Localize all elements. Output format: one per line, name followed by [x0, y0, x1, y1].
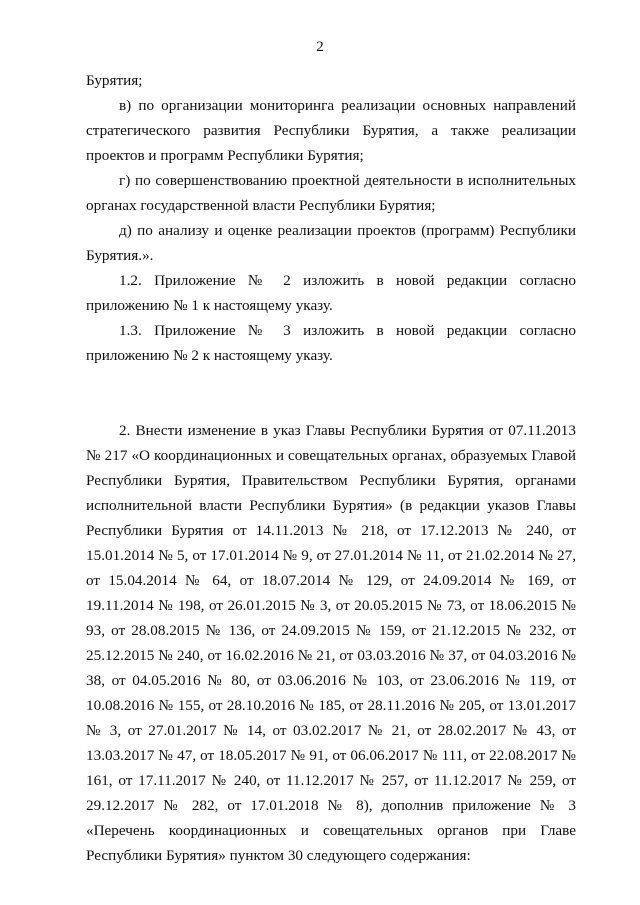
page-number: 2 — [316, 39, 324, 55]
paragraph-clause-1-2: 1.2. Приложение № 2 изложить в новой редакции согласно приложению № 1 к настоящему указу. — [86, 272, 576, 314]
paragraph-item-g: г) по совершенствованию проектной деятельности в исполнительных органах государственной власти Республики Бурятия; — [86, 172, 576, 214]
paragraph-item-d: д) по анализу и оценке реализации проектов (программ) Республики Бурятия.». — [86, 222, 576, 264]
paragraph-item-v: в) по организации мониторинга реализации основных направлений стратегического развития Республики Бурятия, а также реализации проектов и программ Республики Бурятия; — [86, 97, 576, 164]
document-body — [86, 68, 576, 868]
paragraph-clause-2: 2. Внести изменение в указ Главы Республики Бурятия от 07.11.2013 № 217 «О координационных и совещательных органах, образуемых Главой Республики Бурятия, Правительством Республики Бурятия, органами исполнительной власти Республики Бурятия» (в редакции указов Главы Республики Бурятия от 14.11.2013 № 218, от 17.12.2013 № 240, от 15.01.2014 № 5, от 17.01.2014 № 9, от 27.01.2014 № 11, от 21.02.2014 № 27, от 15.04.2014 № 64, от 18.07.2014 № 129, от 24.09.2014 № 169, от 19.11.2014 № 198, от 26.01.2015 № 3, от 20.05.2015 № 73, от 18.06.2015 № 93, от 28.08.2015 № 136, от 24.09.2015 № 159, от 21.12.2015 № 232, от 25.12.2015 № 240, от 16.02.2016 № 21, от 03.03.2016 № 37, от 04.03.2016 № 38, от 04.05.2016 № 80, от 03.06.2016 № 103, от 23.06.2016 № 119, от 10.08.2016 № 155, от 28.10.2016 № 185, от 28.11.2016 № 205, от 13.01.2017 № 3, от 27.01.2017 № 14, от 03.02.2017 № 21, от 28.02.2017 № 43, от 13.03.2017 № 47, от 18.05.2017 № 91, от 06.06.2017 № 111, от 22.08.2017 № 161, от 17.11.2017 № 240, от 11.12.2017 № 257, от 11.12.2017 № 259, от 29.12.2017 № 282, от 17.01.2018 № 8), дополнив приложение № 3 «Перечень координационных и совещательных органов при Главе Республики Бурятия» пунктом 30 следующего содержания: — [86, 422, 576, 864]
paragraph-continuation: Бурятия; — [86, 72, 143, 89]
paragraph-clause-1-3: 1.3. Приложение № 3 изложить в новой редакции согласно приложению № 2 к настоящему указу. — [86, 322, 576, 364]
section-gap — [86, 393, 576, 418]
section-gap — [86, 368, 576, 393]
